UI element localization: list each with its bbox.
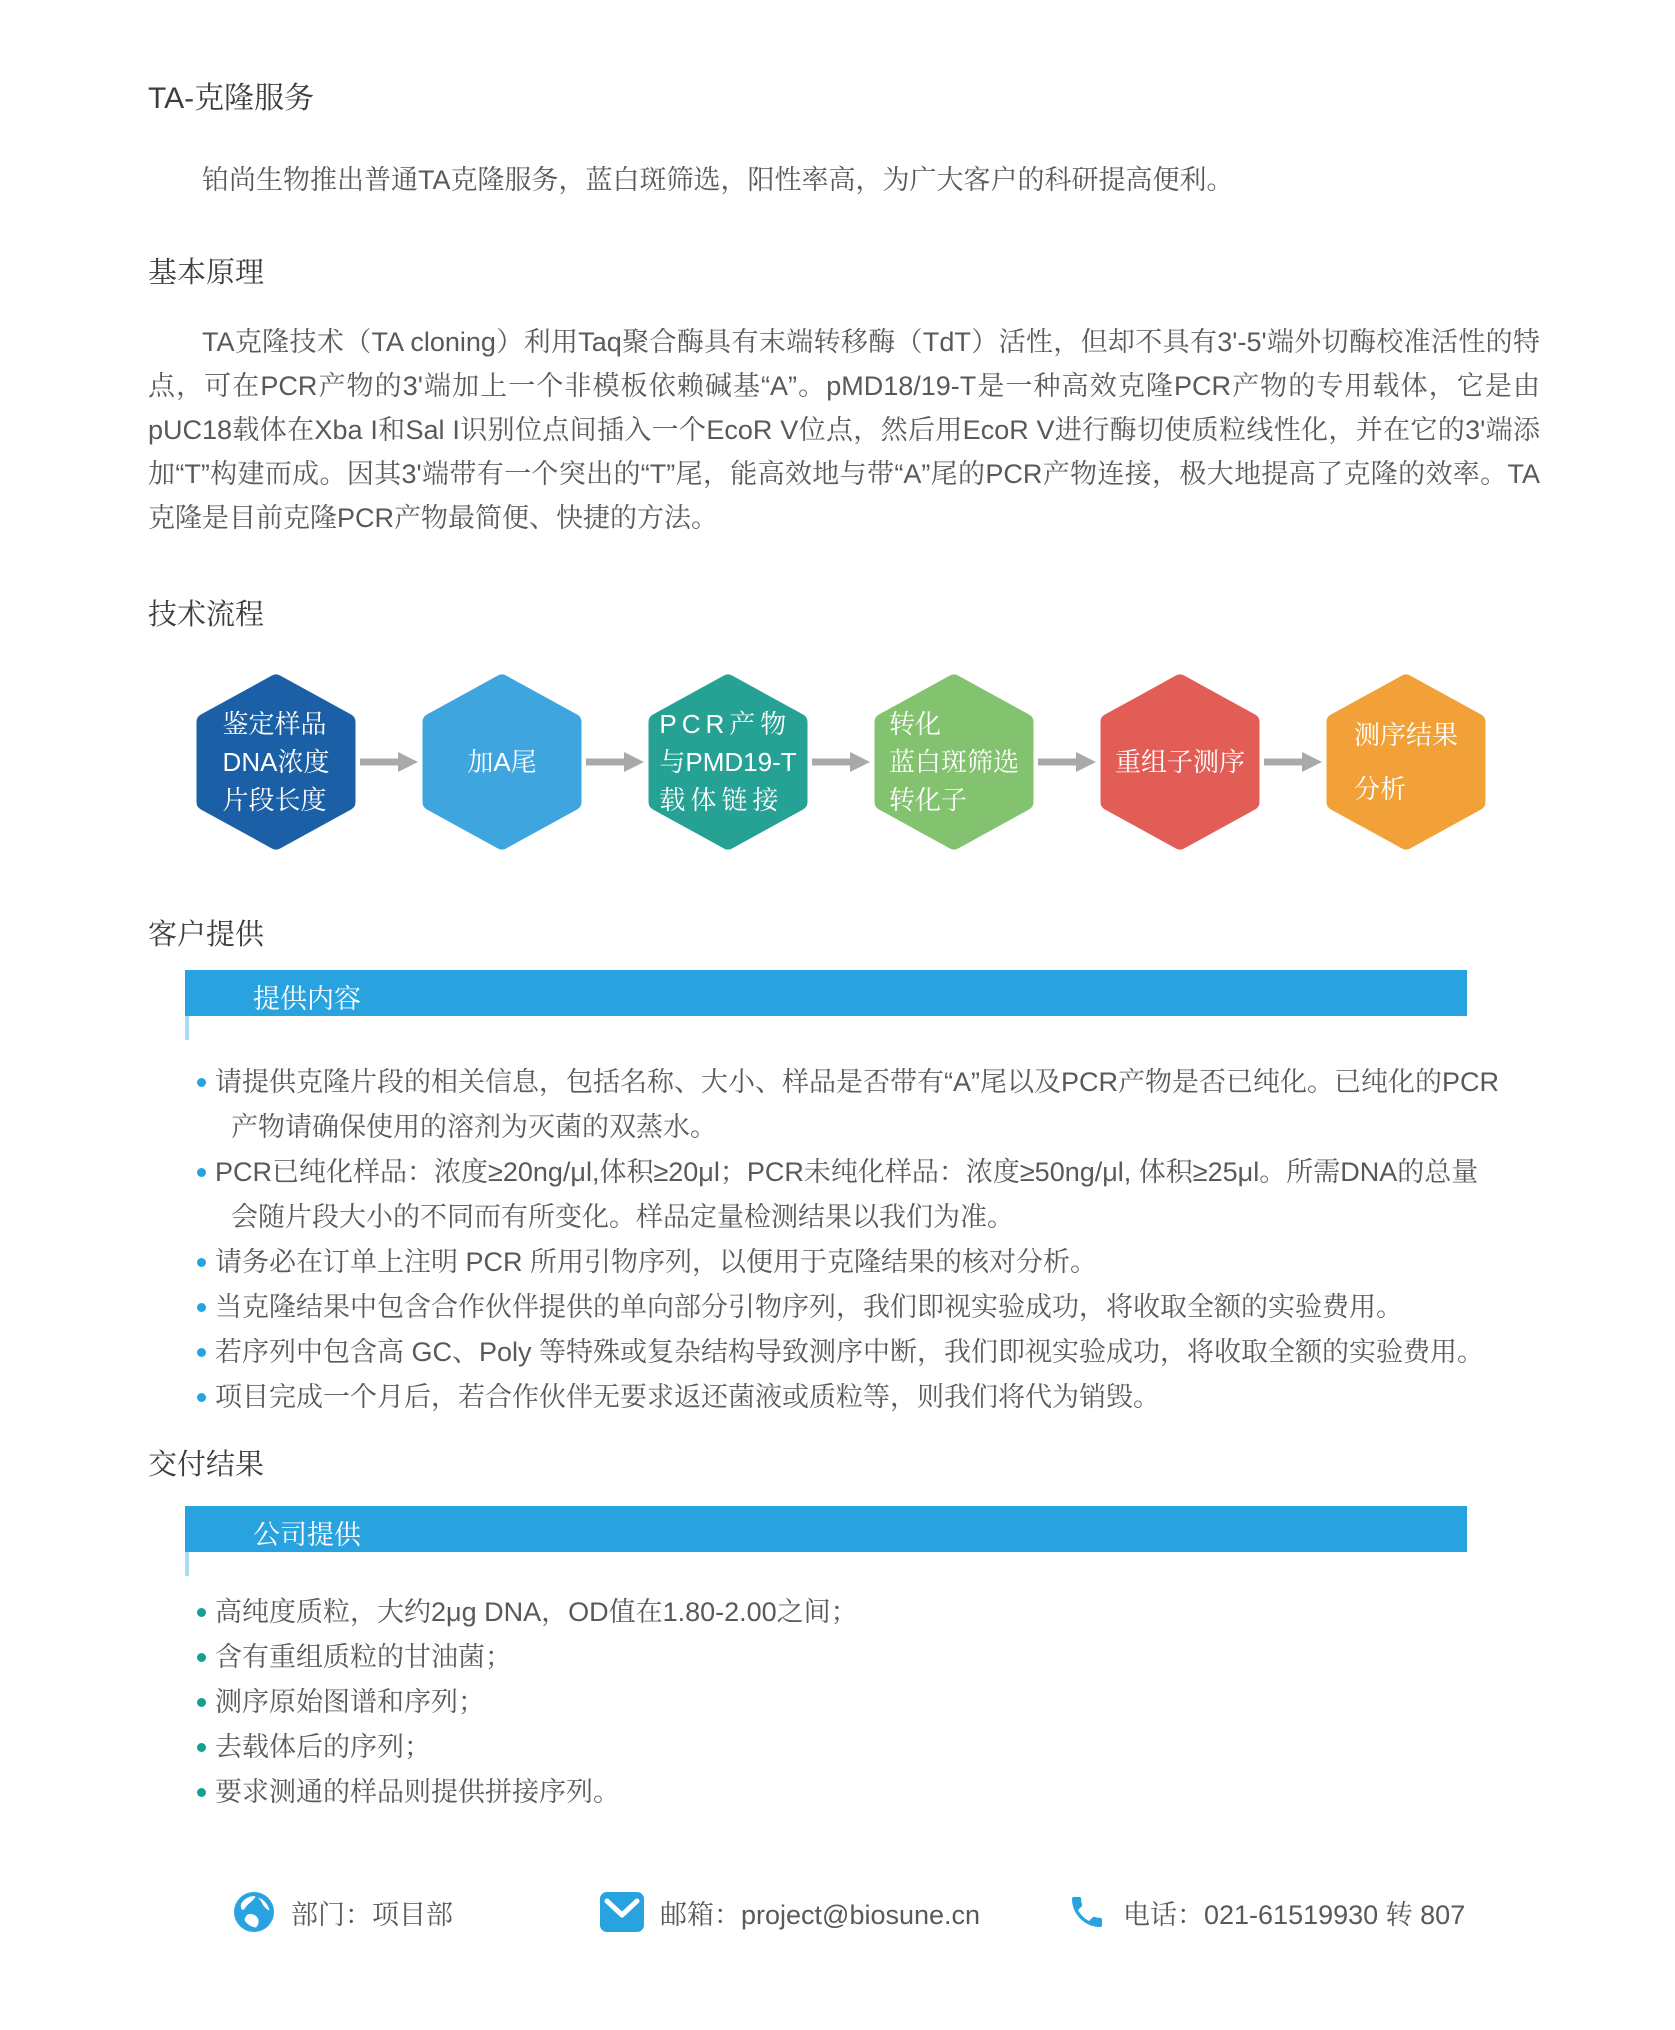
- step-line: 载体链接: [659, 785, 784, 815]
- flow-arrow-icon: [1264, 751, 1322, 773]
- workflow-step-sequencing: [1100, 674, 1260, 850]
- mail-icon: [600, 1892, 644, 1932]
- intro-paragraph: 铂尚生物推出普通TA克隆服务，蓝白斑筛选，阳性率高，为广大客户的科研提高便利。: [202, 165, 1234, 195]
- list-item: 项目完成一个月后，若合作伙伴无要求返还菌液或质粒等，则我们将代为销毁。: [195, 1375, 1500, 1420]
- list-item: 若序列中包含高 GC、Poly 等特殊或复杂结构导致测序中断，我们即视实验成功，将收取全额的实验费用。: [195, 1330, 1500, 1375]
- list-item: 测序原始图谱和序列；: [195, 1680, 1500, 1725]
- footer-phone-label: 电话：021-61519930 转 807: [1123, 1899, 1466, 1930]
- list-item: 请提供克隆片段的相关信息，包括名称、大小、样品是否带有“A”尾以及PCR产物是否已纯化。已纯化的PCR产物请确保使用的溶剂为灭菌的双蒸水。: [195, 1060, 1500, 1150]
- footer-department-label: 部门：项目部: [291, 1899, 453, 1930]
- step-line: 转化: [888, 709, 941, 739]
- list-item: PCR已纯化样品：浓度≥20ng/μl,体积≥20μl；PCR未纯化样品：浓度≥50ng/μl, 体积≥25μl。所需DNA的总量会随片段大小的不同而有所变化。样品定量检测结果以我们为准。: [195, 1150, 1500, 1240]
- step-line: 重组子测序: [1114, 747, 1245, 777]
- footer-email-label: 邮箱：project@biosune.cn: [660, 1899, 981, 1930]
- deliverables-list: [195, 1590, 1500, 1815]
- workflow-step-ligate-vector: [648, 674, 808, 850]
- list-item: 去载体后的序列；: [195, 1725, 1500, 1770]
- step-line: 转化子: [888, 785, 967, 815]
- list-item: 请务必在订单上注明 PCR 所用引物序列，以便用于克隆结果的核对分析。: [195, 1240, 1500, 1285]
- step-line: 测序结果: [1353, 720, 1458, 750]
- flow-arrow-icon: [360, 751, 418, 773]
- footer: [233, 1891, 1675, 1933]
- workflow-step-identify-sample: [196, 674, 356, 850]
- flow-arrow-icon: [1038, 751, 1096, 773]
- footer-department: [233, 1891, 600, 1933]
- bar-accent-line: [185, 1016, 189, 1040]
- step-line: 分析: [1353, 774, 1406, 804]
- workflow-step-add-a-tail: [422, 674, 582, 850]
- step-line: 蓝白斑筛选: [888, 747, 1019, 777]
- footer-phone: [1067, 1892, 1465, 1932]
- section-heading-workflow: 技术流程: [148, 599, 265, 631]
- step-line: 与PMD19-T: [659, 747, 797, 777]
- workflow-step-result-analysis: [1326, 674, 1486, 850]
- step-line: DNA浓度: [222, 747, 330, 777]
- flow-arrow-icon: [812, 751, 870, 773]
- flow-arrow-icon: [586, 751, 644, 773]
- section-heading-customer: 客户提供: [148, 919, 265, 951]
- customer-content-bar: [185, 970, 1467, 1016]
- step-line: PCR产物: [659, 709, 792, 739]
- list-item: 当克隆结果中包含合作伙伴提供的单向部分引物序列，我们即视实验成功，将收取全额的实验费用。: [195, 1285, 1500, 1330]
- workflow-diagram: [196, 674, 1675, 850]
- list-item: 高纯度质粒，大约2μg DNA，OD值在1.80-2.00之间；: [195, 1590, 1500, 1635]
- page-title: TA-克隆服务: [148, 82, 315, 115]
- list-item: 含有重组质粒的甘油菌；: [195, 1635, 1500, 1680]
- step-line: 片段长度: [222, 785, 327, 815]
- customer-requirements-list: [195, 1060, 1500, 1420]
- footer-email: [600, 1892, 1067, 1932]
- list-item: 要求测通的样品则提供拼接序列。: [195, 1770, 1500, 1815]
- globe-icon: [233, 1891, 275, 1933]
- step-line: 鉴定样品: [222, 709, 327, 739]
- bar-accent-line: [185, 1552, 189, 1576]
- section-heading-delivery: 交付结果: [148, 1449, 265, 1481]
- principle-paragraph: TA克隆技术（TA cloning）利用Taq聚合酶具有末端转移酶（TdT）活性，但却不具有3'-5'端外切酶校准活性的特点，可在PCR产物的3'端加上一个非模板依赖碱基“A”。pMD18/19-T是一种高效克隆PCR产物的专用载体，它是由pUC18载体在Xba I和Sal I识别位点间插入一个EcoR V位点，然后用EcoR V进行酶切使质粒线性化，并在它的3'端添加“T”构建而成。因其3'端带有一个突出的“T”尾，能高效地与带“A”尾的PCR产物连接，极大地提高了克隆的效率。TA克隆是目前克隆PCR产物最简便、快捷的方法。: [148, 327, 1540, 533]
- workflow-step-transform-screen: [874, 674, 1034, 850]
- step-line: 加A尾: [467, 747, 537, 777]
- bar-label: 公司提供: [253, 1520, 361, 1550]
- phone-icon: [1067, 1892, 1107, 1932]
- company-provides-bar: [185, 1506, 1467, 1552]
- section-heading-principle: 基本原理: [148, 257, 265, 289]
- bar-label: 提供内容: [253, 984, 361, 1014]
